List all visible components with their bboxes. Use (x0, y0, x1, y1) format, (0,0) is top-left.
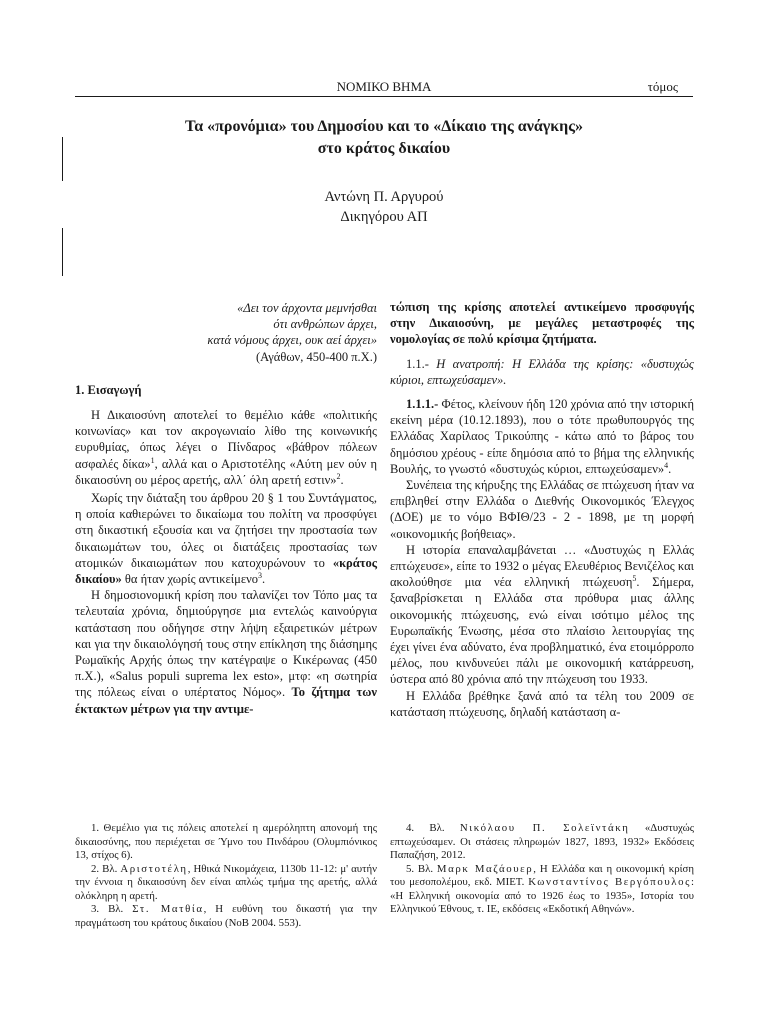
epigraph-line: «Δει τον άρχοντα μεμνήσθαι (237, 301, 377, 315)
paragraph: Χωρίς την διάταξη του άρθρου 20 § 1 του Συντάγματος, η οποία καθιερώνει το δικαίωμα του πολίτη να προσφύγει στη δικαστική εξουσία και να ζητήσει την προστασία των δικαιωμάτων του, όλες οι διατάξεις προστασίας των ατομικών δικαιωμάτων που κατοχυρώνουν το «κράτος δικαίου» θα ήταν χωρίς αντικείμενο$^3$. (75, 491, 377, 587)
footnote: 5. Βλ. Μαρκ Μαζάουερ, Η Ελλάδα και η οικονομική κρίση του μεσοπολέμου, εκδ. ΜΙΕΤ. Κωνσταντίνος Βεργόπουλος: «Η Ελληνική οικονομία από το 1926 έως το 1935», Ιστορία του Ελληνικού Έθνους, τ. ΙΕ, εκδόσεις «Εκδοτική Αθηνών». (390, 862, 694, 915)
article-title-line1: Τα «προνόμια» του Δημοσίου και το «Δίκαιο της ανάγκης» (185, 118, 583, 135)
footnote-ref[interactable]: 1 (150, 455, 155, 465)
footnote-ref[interactable]: 3 (258, 570, 262, 580)
volume-label: τόμος (647, 79, 678, 94)
section-heading: 1. Εισαγωγή (75, 383, 142, 397)
footnote-ref[interactable]: 5 (632, 574, 637, 584)
epigraph-line: κατά νόμους άρχει, ουκ αεί άρχει» (207, 333, 377, 348)
author-affiliation: Δικηγόρου ΑΠ (340, 209, 428, 225)
journal-header: ΝΟΜΙΚΟ ΒΗΜΑ (336, 79, 432, 94)
paragraph: Η Δικαιοσύνη αποτελεί το θεμέλιο κάθε «πολιτικής κοινωνίας» και τον ακρογωνιαίο λίθο της κοινωνικής ευρυθμίας, όπως λέγει ο Πίνδαρος «βάθρον πόλεων ασφαλές δίκα»$^1$, αλλά και ο Αριστοτέλης «Αύτη μεν ούν η δικαιοσύνη ου μέρος αρετής, αλλ΄ όλη αρετή εστιν»$^2$. (75, 408, 377, 487)
subsection-heading: 1.1.- Η ανατροπή: Η Ελλάδα της κρίσης: «δυστυχώς κύριοι, επτωχεύσαμεν». (390, 356, 694, 387)
epigraph (75, 300, 377, 365)
paragraph: Συνέπεια της κήρυξης της Ελλάδας σε πτώχευση ήταν να επιβληθεί στην Ελλάδα ο Διεθνής Οικονομικός Έλεγχος (ΔΟΕ) με το νόμο ΒΦΙΘ/23 - 2 - 1898, με τη μορφή «οικονομικής βοήθειας». (390, 478, 694, 541)
footnote-ref[interactable]: 4 (664, 460, 669, 470)
paragraph: Η Ελλάδα βρέθηκε ξανά από τα τέλη του 2009 σε κατάσταση πτώχευσης, δηλαδή κατάσταση α- (390, 688, 694, 719)
author-name: Αντώνη Π. Αργυρού (324, 189, 444, 205)
left-column (75, 407, 377, 717)
epigraph-attribution: (Αγάθων, 450-400 π.Χ.) (255, 349, 377, 364)
footnotes-right (390, 822, 694, 917)
footnote: 4. Βλ. Νικόλαου Π. Σολεϊντάκη «Δυστυχώς επτωχεύσαμεν. Οι στάσεις πληρωμών 1827, 1893, 1932» Εκδόσεις Παπαζήση, 2012. (390, 822, 694, 861)
paragraph: 1.1.1.- Φέτος, κλείνουν ήδη 120 χρόνια από την ιστορική εκείνη μέρα (10.12.1893), που ο τότε πρωθυπουργός της Ελλάδας Χαρίλαος Τρικούπης - κάτω από το βάρος του δημόσιου χρέους - είπε δημόσια από το βήμα της ελληνικής Βουλής, το γνωστό «δυστυχώς κύριοι, επτωχεύσαμεν»$^4$. (390, 397, 694, 476)
paragraph: Η ιστορία επαναλαμβάνεται … «Δυστυχώς η Ελλάς επτώχευσε», είπε το 1932 ο μέγας Ελευθέριος Βενιζέλος και ακολούθησε μια νέα ελληνική πτώχευση$^5$. Σήμερα, ξαναβρίσκεται η Ελλάδα στα πρόθυρα μιας άλλης οικονομικής πτώχευσης, ενώ είναι ισότιμο μέλος της Ευρωπαϊκής Ένωσης, μέσα στο πλαίσιο λειτουργίας της έχει γίνει ένα αδύνατο, ένα προβληματικό, ένα ετοιμόρροπο μέλος, που κινδυνεύει πάλι με οικονομική κατάρρευση, ύστερα από 80 χρόνια από την πτώχευση του 1933. (390, 542, 694, 687)
footnote: 1. Θεμέλιο για τις πόλεις αποτελεί η αμερόληπτη απονομή της δικαιοσύνης, που περιέχεται σε Ύμνο του Πινδάρου (Ολυμπιόνικος 13, στίχος 6). (75, 822, 377, 861)
right-column (390, 299, 694, 720)
epigraph-line: ότι ανθρώπων άρχει, (273, 317, 377, 332)
header-rule (75, 96, 693, 97)
article-title-line2: στο κράτος δικαίου (317, 140, 451, 157)
footnotes-left (75, 822, 377, 930)
paragraph: Η δημοσιονομική κρίση που ταλανίζει τον Τόπο μας τα τελευταία χρόνια, δημιούργησε μια εντελώς καινούργια κατάσταση που οδήγησε στην λήψη εξαιρετικών μέτρων και για την δικαιολόγησή τους στην επίκληση της διάσημης Ρωμαϊκής Αρχής όπως την κατέγραψε ο Κικέρωνας (450 π.Χ.), «Salus populi suprema lex esto», μτφ: «η σωτηρία της πόλεως είναι ο υπέρτατος Νόμος». Το ζήτημα των έκτακτων μέτρων για την αντιμε- (75, 588, 377, 716)
paragraph: τώπιση της κρίσης αποτελεί αντικείμενο προσφυγής στην Δικαιοσύνη, με μεγάλες μεταστροφές της νομολογίας σε πολύ κρίσιμα ζητήματα. (390, 300, 694, 347)
margin-bar-bottom (62, 228, 63, 276)
footnote: 2. Βλ. Αριστοτέλη, Ηθικά Νικομάχεια, 1130b 11-12: μ' αυτήν την έννοια η δικαιοσύνη δεν είναι απλώς τμήμα της αρετής, αλλά ολόκληρη η αρετή. (75, 862, 377, 902)
footnote-ref[interactable]: 2 (336, 471, 341, 481)
footnote: 3. Βλ. Στ. Ματθία, Η ευθύνη του δικαστή για την πραγμάτωση του κράτους δικαίου (ΝοΒ 2004. 553). (75, 903, 377, 929)
